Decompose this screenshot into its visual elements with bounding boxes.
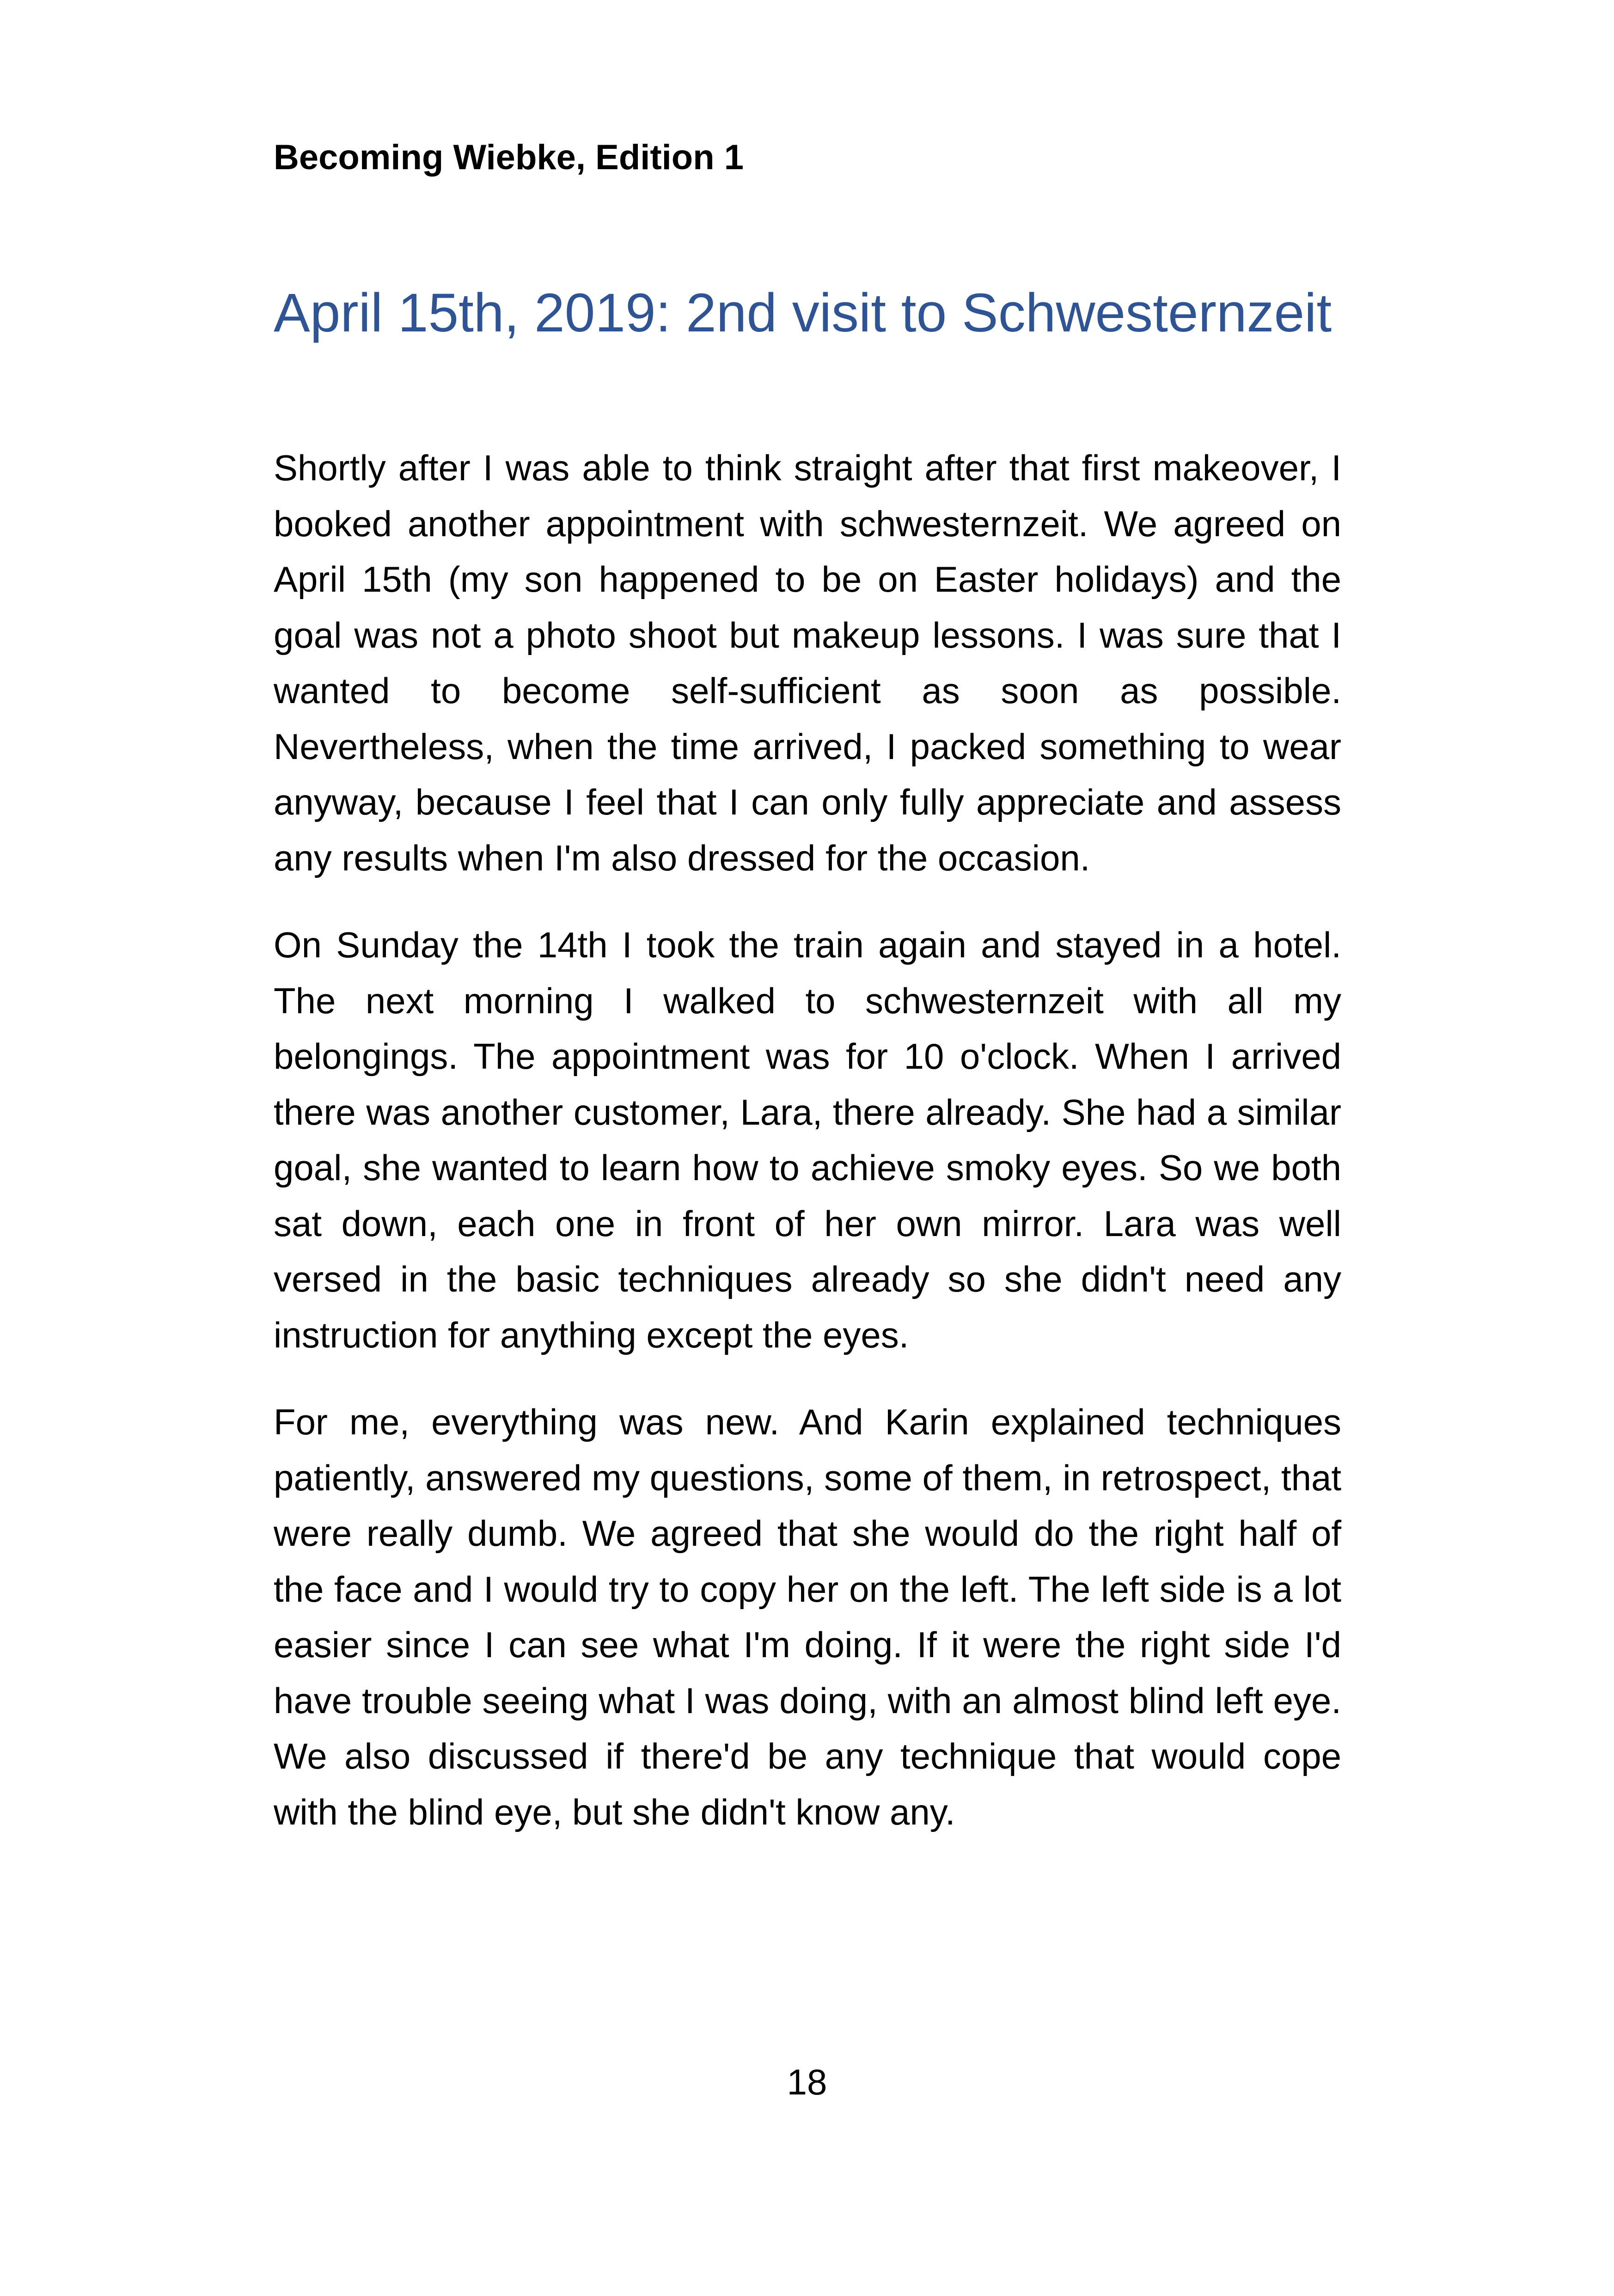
page-number: 18 [787,2062,827,2102]
paragraph: For me, everything was new. And Karin explained techniques patiently, answered my questions, some of them, in retrospect, that were really dumb. We agreed that she would do the right half of the face and I would try to copy her on the left. The left side is a lot easier since I can see what I'm doing. If it were the right side I'd have trouble seeing what I was doing, with an almost blind left eye. We also discussed if there'd be any technique that would cope with the blind eye, but she didn't know any. [274,1402,1341,1832]
running-header: Becoming Wiebke, Edition 1 [274,138,744,177]
paragraph: On Sunday the 14th I took the train again and stayed in a hotel. The next morning I walked to schwesternzeit with all my belongings. The appointment was for 10 o'clock. When I arrived there was another customer, Lara, there already. She had a similar goal, she wanted to learn how to achieve smoky eyes. So we both sat down, each one in front of her own mirror. Lara was well versed in the basic techniques already so she didn't need any instruction for anything except the eyes. [274,925,1341,1355]
chapter-heading: April 15th, 2019: 2nd visit to Schwesternzeit [274,282,1332,343]
paragraph: Shortly after I was able to think straight after that first makeover, I booked another appointment with schwesternzeit. We agreed on April 15th (my son happened to be on Easter holidays) and the goal was not a photo shoot but makeup lessons. I was sure that I wanted to become self-sufficient as soon as possible. Nevertheless, when the time arrived, I packed something to wear anyway, because I feel that I can only fully appreciate and assess any results when I'm also dressed for the occasion. [274,447,1341,878]
body-text [274,440,1341,1871]
